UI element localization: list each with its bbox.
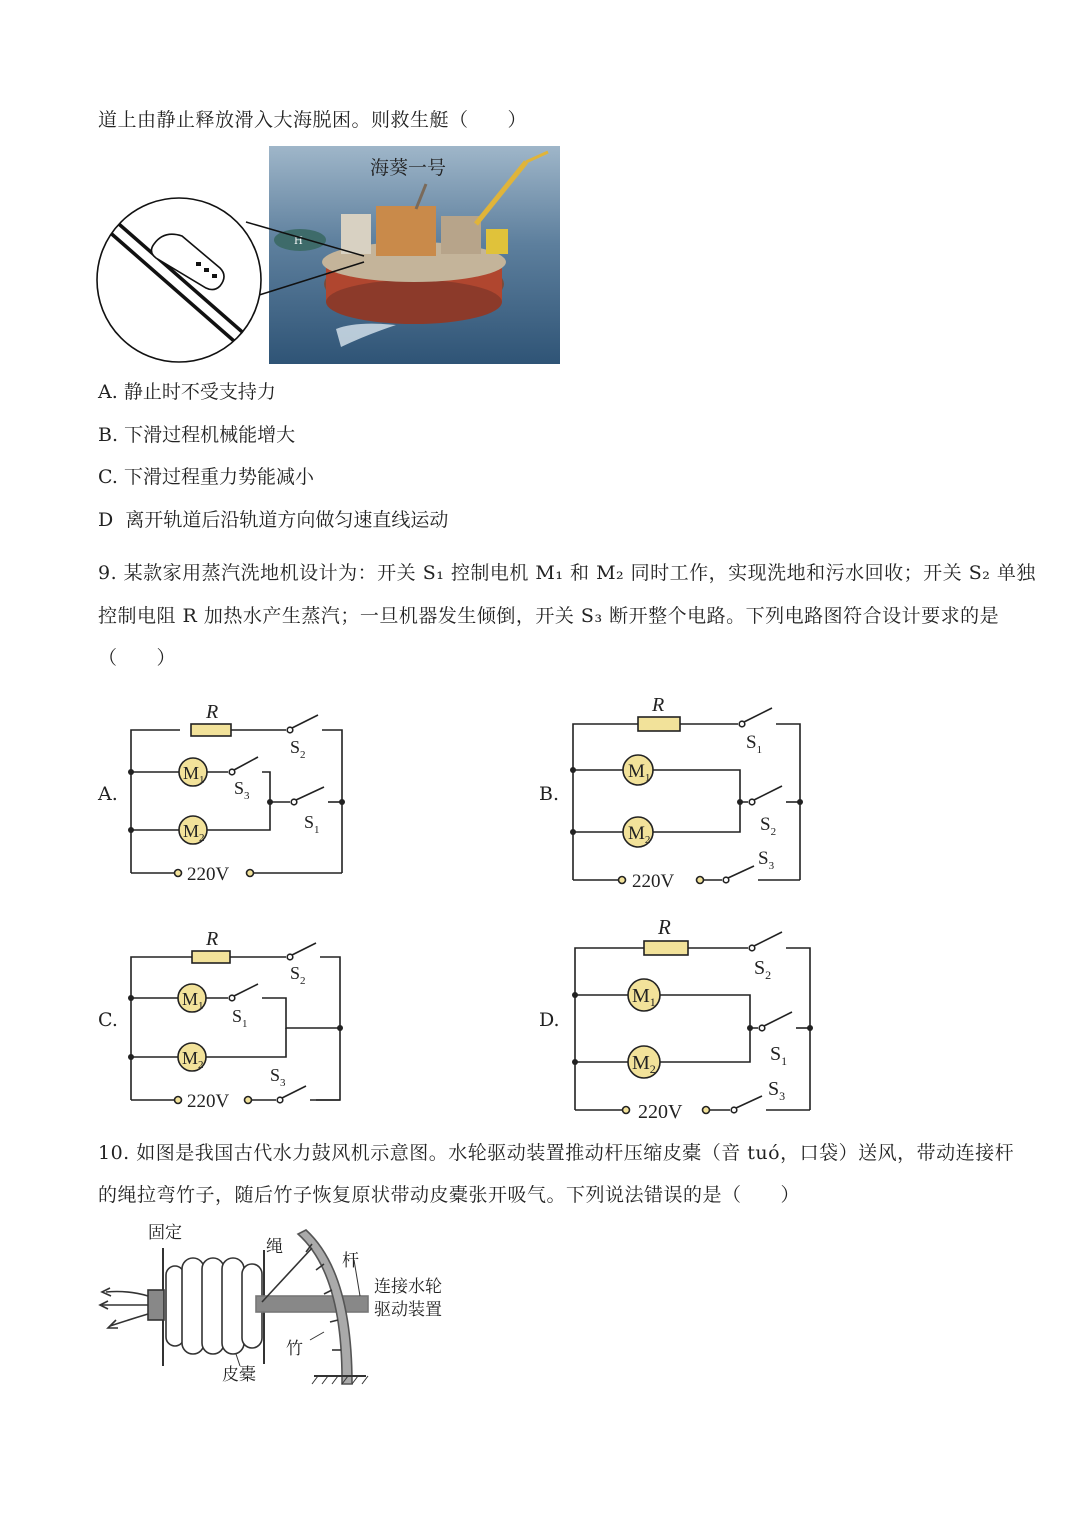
q8-option-a[interactable]: A. 静止时不受支持力 bbox=[98, 381, 276, 403]
label-switch-top: $S_2$ bbox=[290, 737, 306, 761]
q10-stem-line1: 10. 如图是我国古代水力鼓风机示意图。水轮驱动装置推动杆压缩皮橐（音 tuó，口袋）送风，带动连接杆 bbox=[98, 1142, 1015, 1164]
label-connect-line2: 驱动装置 bbox=[374, 1300, 442, 1320]
circuit-d[interactable] bbox=[564, 912, 814, 1123]
label-m2: $M_2$ bbox=[628, 823, 651, 846]
resistor-r bbox=[191, 724, 231, 736]
q9-option-a-key[interactable]: A. bbox=[98, 783, 118, 805]
label-switch-mid: $S_2$ bbox=[760, 814, 777, 838]
resistor-r bbox=[644, 941, 688, 955]
q8-option-d[interactable]: D 离开轨道后沿轨道方向做匀速直线运动 bbox=[98, 509, 449, 531]
label-switch-low: $S_3$ bbox=[270, 1065, 286, 1089]
q8-option-b[interactable]: B. 下滑过程机械能增大 bbox=[98, 424, 296, 446]
q9-option-d-key[interactable]: D. bbox=[539, 1009, 560, 1031]
circuit-c[interactable] bbox=[120, 925, 360, 1120]
q10-stem-line2: 的绳拉弯竹子，随后竹子恢复原状带动皮橐张开吸气。下列说法错误的是（ ） bbox=[98, 1184, 801, 1206]
label-r: R bbox=[658, 915, 671, 939]
label-r: R bbox=[206, 701, 219, 723]
q8-figure bbox=[96, 144, 566, 368]
q8-stem-tail: 道上由静止释放滑入大海脱困。则救生艇（ ） bbox=[98, 109, 528, 131]
label-bag: 皮橐 bbox=[222, 1365, 256, 1385]
label-r: R bbox=[652, 694, 665, 716]
label-m2: $M_2$ bbox=[183, 821, 205, 844]
photo-caption: 海葵一号 bbox=[370, 158, 447, 179]
label-rope: 绳 bbox=[266, 1237, 283, 1257]
circuit-b[interactable] bbox=[562, 690, 812, 895]
label-bamboo: 竹 bbox=[286, 1339, 303, 1359]
label-switch-low: $S_1$ bbox=[304, 812, 320, 836]
bellows-diagram bbox=[96, 1216, 466, 1391]
q9-option-c-key[interactable]: C. bbox=[98, 1009, 118, 1031]
q9-option-b-key[interactable]: B. bbox=[539, 783, 560, 805]
label-220v: 220V bbox=[638, 1101, 683, 1123]
label-switch-mid: $S_3$ bbox=[234, 778, 250, 802]
label-m2: $M_2$ bbox=[182, 1048, 204, 1071]
label-m2: $M_2$ bbox=[632, 1052, 656, 1076]
resistor-r bbox=[192, 951, 230, 963]
label-m1: $M_1$ bbox=[628, 761, 651, 784]
label-m1: $M_1$ bbox=[183, 763, 205, 786]
label-r: R bbox=[206, 928, 219, 950]
q9-stem-line1: 9. 某款家用蒸汽洗地机设计为：开关 S₁ 控制电机 M₁ 和 M₂ 同时工作，实现洗地和污水回收；开关 S₂ 单独 bbox=[98, 562, 1036, 584]
label-220v: 220V bbox=[632, 871, 675, 892]
svg-text:H: H bbox=[294, 236, 303, 247]
label-switch-top: $S_2$ bbox=[754, 957, 772, 982]
label-220v: 220V bbox=[187, 864, 230, 885]
label-switch-mid: $S_1$ bbox=[232, 1006, 248, 1030]
zoom-circle bbox=[96, 198, 266, 369]
label-m1: $M_1$ bbox=[182, 989, 204, 1012]
platform-photo bbox=[269, 146, 560, 364]
label-switch-mid: $S_1$ bbox=[770, 1043, 788, 1068]
resistor-r bbox=[638, 717, 680, 731]
label-switch-low: $S_3$ bbox=[768, 1078, 786, 1103]
label-rod: 杆 bbox=[342, 1251, 359, 1271]
circuit-a[interactable] bbox=[120, 695, 360, 895]
q9-stem-line2: 控制电阻 R 加热水产生蒸汽；一旦机器发生倾倒，开关 S₃ 断开整个电路。下列电路图符合设计要求的是 bbox=[98, 605, 1000, 627]
q9-stem-line3: （ ） bbox=[98, 647, 177, 669]
label-fixed: 固定 bbox=[148, 1223, 182, 1243]
label-220v: 220V bbox=[187, 1091, 230, 1112]
q8-option-c[interactable]: C. 下滑过程重力势能减小 bbox=[98, 466, 314, 488]
label-switch-top: $S_1$ bbox=[746, 732, 763, 756]
label-switch-low: $S_3$ bbox=[758, 848, 775, 872]
label-connect-line1: 连接水轮 bbox=[374, 1277, 442, 1297]
label-switch-top: $S_2$ bbox=[290, 963, 306, 987]
label-m1: $M_1$ bbox=[632, 985, 656, 1009]
